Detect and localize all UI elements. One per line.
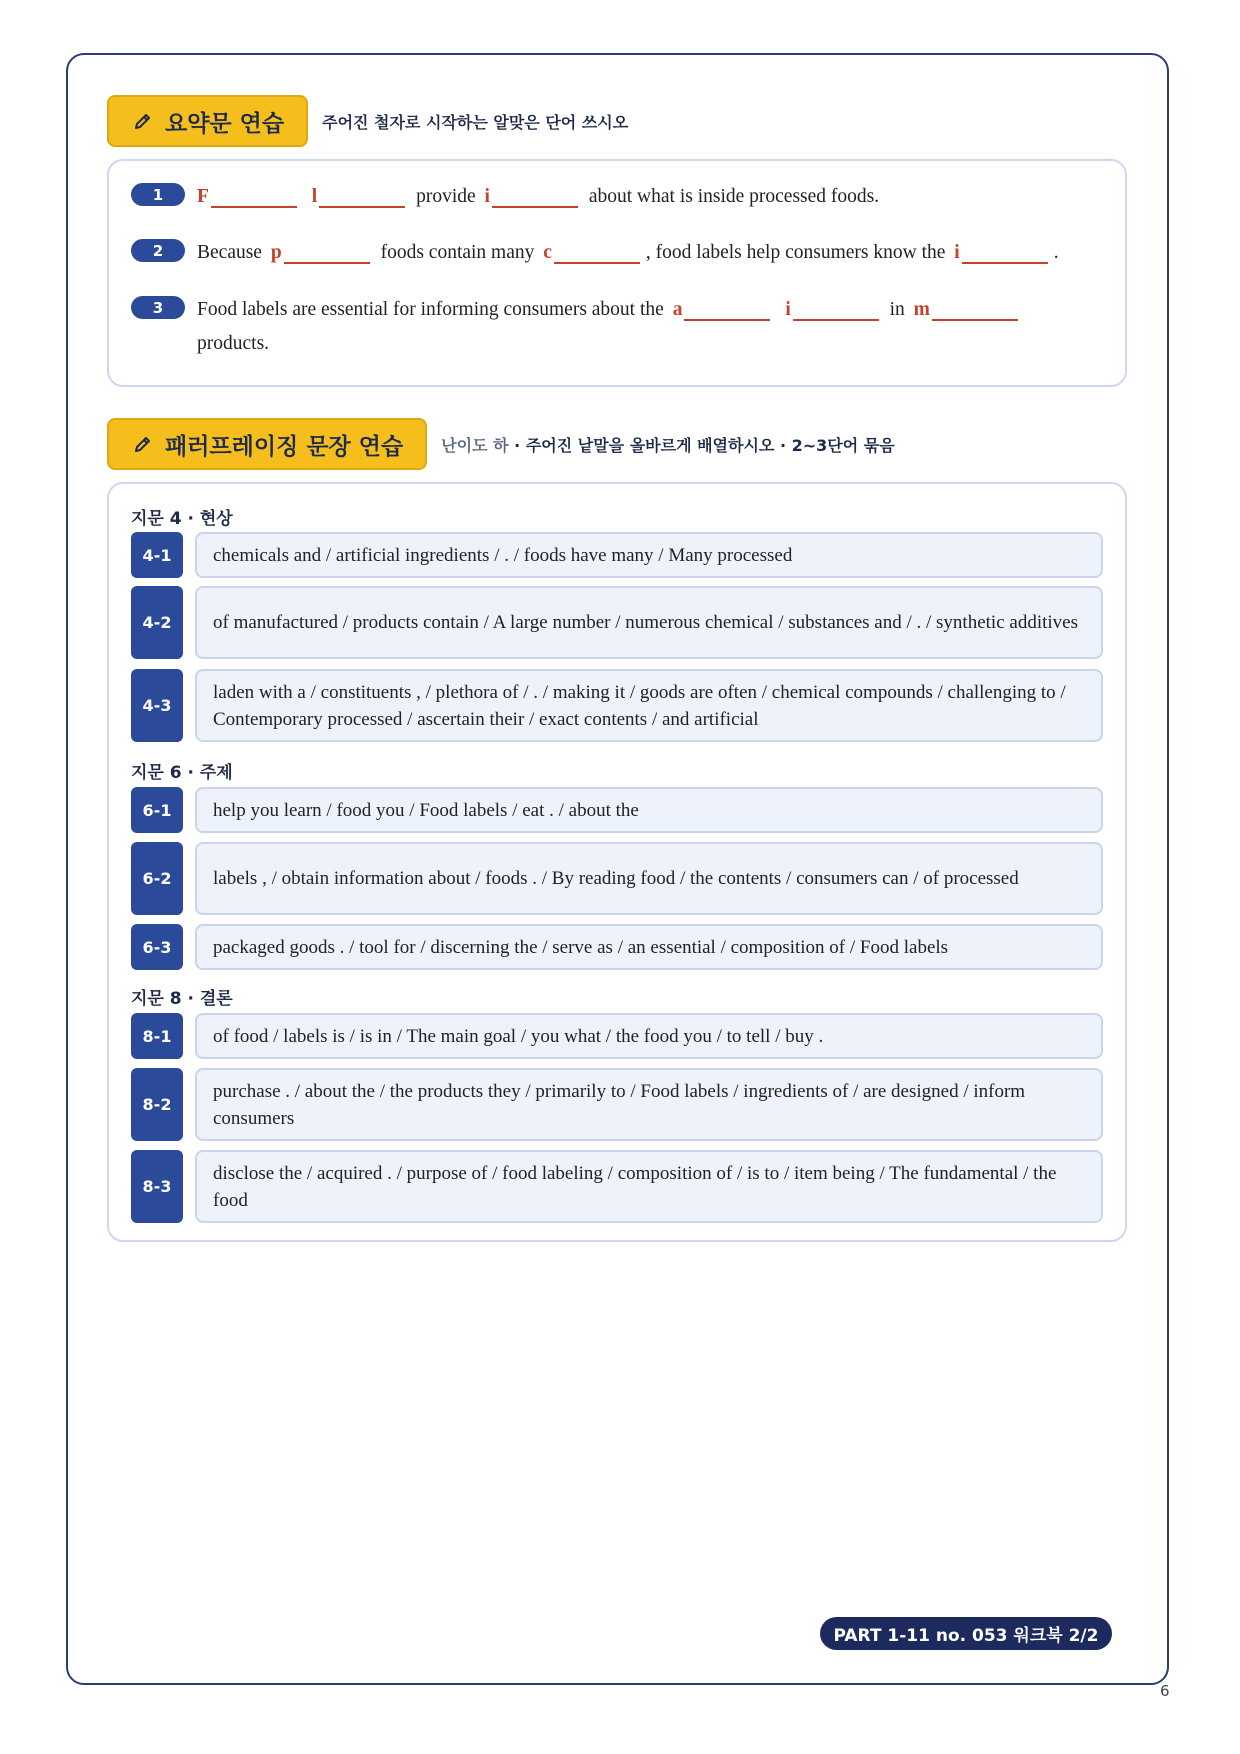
hint-letter: a [672,299,683,320]
row-text: in [889,299,905,320]
hint-letter: i [954,242,960,263]
item-text: laden with a / constituents , / plethora of / . / making it / goods are often / chemical compounds / challenging to / Contemporary processed / ascertain their / exact contents / and artificial [195,669,1103,742]
summary-row-2 [131,239,1103,279]
answer-blank[interactable] [684,293,770,321]
item-id-badge: 6-1 [131,787,183,833]
hint-letter: F [197,186,209,207]
answer-blank[interactable] [962,236,1048,264]
answer-blank[interactable] [319,180,405,208]
summary-section-tag [107,95,308,147]
hint-letter: l [311,186,318,207]
list-item [131,924,1103,970]
row-number: 1 [131,183,185,206]
item-text: labels , / obtain information about / foods . / By reading food / the contents / consumers can / of processed [195,842,1103,915]
answer-blank[interactable] [932,293,1018,321]
row-text: , food labels help consumers know the [645,242,946,263]
paraphrase-section-tag [107,418,427,470]
page-number: 6 [1160,1682,1170,1700]
item-text: disclose the / acquired . / purpose of / food labeling / composition of / is to / item being / The fundamental / the food [195,1150,1103,1223]
list-item [131,669,1103,742]
hint-letter: p [270,242,282,263]
hint-letter: i [785,299,791,320]
pencil-icon [133,434,153,454]
answer-blank[interactable] [284,236,370,264]
paraphrase-box [107,482,1127,1242]
answer-blank[interactable] [793,293,879,321]
group-title: 지문 4 · 현상 [131,509,233,529]
row-text: foods contain many [380,242,535,263]
item-text: help you learn / food you / Food labels / eat . / about the [195,787,1103,833]
summary-row-1 [131,183,1103,223]
list-item [131,1068,1103,1141]
row-text: Because [197,242,262,263]
summary-instruction: 주어진 철자로 시작하는 알맞은 단어 쓰시오 [322,112,629,132]
row-text: provide [416,186,476,207]
list-item [131,1013,1103,1059]
group-title: 지문 6 · 주제 [131,763,233,783]
paraphrase-section-header [107,418,895,470]
list-item [131,842,1103,915]
summary-box [107,159,1127,387]
item-text: of food / labels is / is in / The main goal / you what / the food you / to tell / buy . [195,1013,1103,1059]
footer-label: PART 1-11 no. 053 워크북 2/2 [820,1617,1112,1650]
pencil-icon [133,111,153,131]
answer-blank[interactable] [492,180,578,208]
answer-blank[interactable] [554,236,640,264]
item-id-badge: 8-2 [131,1068,183,1141]
answer-blank[interactable] [211,180,297,208]
item-text: chemicals and / artificial ingredients / . / foods have many / Many processed [195,532,1103,578]
list-item [131,1150,1103,1223]
item-id-badge: 8-1 [131,1013,183,1059]
item-id-badge: 4-1 [131,532,183,578]
paraphrase-instruction: · 주어진 낱말을 올바르게 배열하시오 · 2~3단어 묶음 [508,435,895,455]
hint-letter: i [484,186,490,207]
paraphrase-section-title: 패러프레이징 문장 연습 [165,433,404,460]
item-id-badge: 4-2 [131,586,183,659]
row-text: Food labels are essential for informing consumers about the [197,299,664,320]
hint-letter: m [913,299,930,320]
row-number: 3 [131,296,185,319]
item-id-badge: 8-3 [131,1150,183,1223]
list-item [131,787,1103,833]
item-id-badge: 4-3 [131,669,183,742]
item-text: of manufactured / products contain / A large number / numerous chemical / substances and / . / synthetic additives [195,586,1103,659]
difficulty-label: 난이도 하 [441,435,509,455]
row-number: 2 [131,239,185,262]
summary-section-header [107,95,628,147]
item-id-badge: 6-2 [131,842,183,915]
item-text: packaged goods . / tool for / discerning the / serve as / an essential / composition of / Food labels [195,924,1103,970]
row-text: about what is inside processed foods. [588,186,880,207]
row-text: products. [197,333,270,354]
list-item [131,532,1103,578]
item-text: purchase . / about the / the products they / primarily to / Food labels / ingredients of / are designed / inform consumers [195,1068,1103,1141]
row-text: . [1053,242,1059,263]
hint-letter: c [543,242,552,263]
group-title: 지문 8 · 결론 [131,989,233,1009]
list-item [131,586,1103,659]
summary-row-3 [131,296,1103,376]
summary-section-title: 요약문 연습 [165,110,285,137]
item-id-badge: 6-3 [131,924,183,970]
